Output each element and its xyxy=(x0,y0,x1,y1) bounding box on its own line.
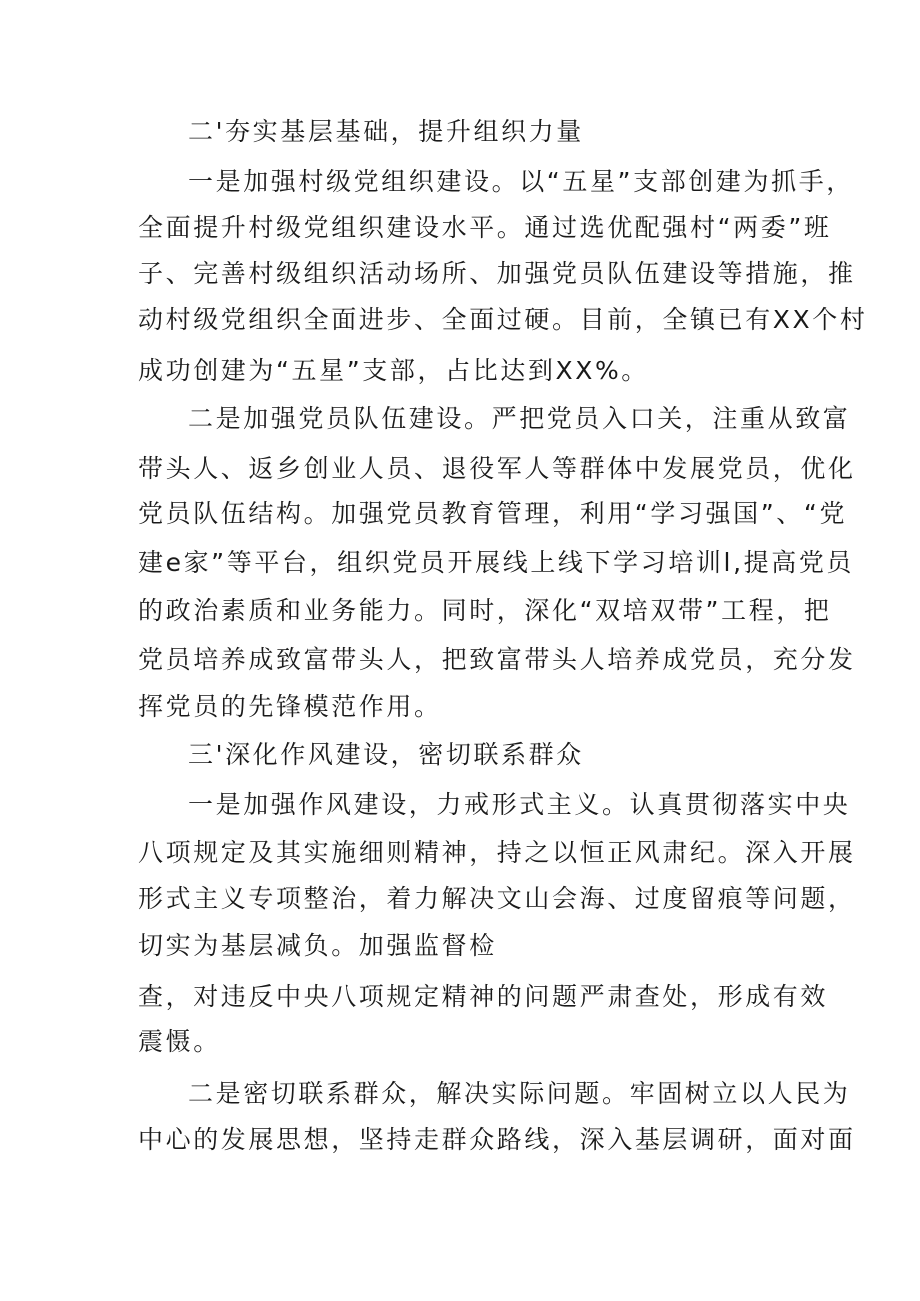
paragraph-line: 二是加强党员队伍建设。严把党员入口关，注重从致富 xyxy=(188,404,851,433)
paragraph-line: 建e家”等平台，组织党员开展线上线下学习培训l,提高党员 xyxy=(138,548,855,577)
paragraph-line: 党员培养成致富带头人，把致富带头人培养成党员，充分发 xyxy=(138,645,856,674)
paragraph-line: 的政治素质和业务能力。同时，深化“双培双带”工程，把 xyxy=(138,596,832,625)
paragraph-line: 查，对违反中央八项规定精神的问题严肃查处，形成有效 xyxy=(138,982,829,1011)
section-heading-3: 三'深化作风建设，密切联系群众 xyxy=(188,740,584,769)
paragraph-line: 全面提升村级党组织建设水平。通过选优配强村“两委”班 xyxy=(138,213,832,242)
paragraph-line: 动村级党组织全面进步、全面过硬。目前，全镇已有XX个村 xyxy=(138,305,868,334)
paragraph-line: 二是密切联系群众，解决实际问题。牢固树立以人民为 xyxy=(188,1079,851,1108)
paragraph-line: 子、完善村级组织活动场所、加强党员队伍建设等措施，推 xyxy=(138,259,856,288)
paragraph-line: 中心的发展思想，坚持走群众路线，深入基层调研，面对面 xyxy=(138,1125,856,1154)
paragraph-line: 挥党员的先锋模范作用。 xyxy=(138,692,442,721)
paragraph-line: 成功创建为“五星”支部，占比达到XX%。 xyxy=(138,356,649,385)
section-heading-2: 二'夯实基层基础，提升组织力量 xyxy=(188,117,584,146)
paragraph-line: 震慑。 xyxy=(138,1027,221,1056)
paragraph-line: 切实为基层减负。加强监督检 xyxy=(138,931,497,960)
paragraph-line: 带头人、返乡创业人员、退役军人等群体中发展党员，优化 xyxy=(138,454,856,483)
paragraph-line: 一是加强作风建设，力戒形式主义。认真贯彻落实中央 xyxy=(188,790,851,819)
paragraph-line: 党员队伍结构。加强党员教育管理，利用“学习强国”、“党 xyxy=(138,499,848,528)
paragraph-line: 形式主义专项整治，着力解决文山会海、过度留痕等问题， xyxy=(138,884,856,913)
paragraph-line: 八项规定及其实施细则精神，持之以恒正风肃纪。深入开展 xyxy=(138,838,856,867)
paragraph-line: 一是加强村级党组织建设。以“五星”支部创建为抓手， xyxy=(188,167,854,196)
